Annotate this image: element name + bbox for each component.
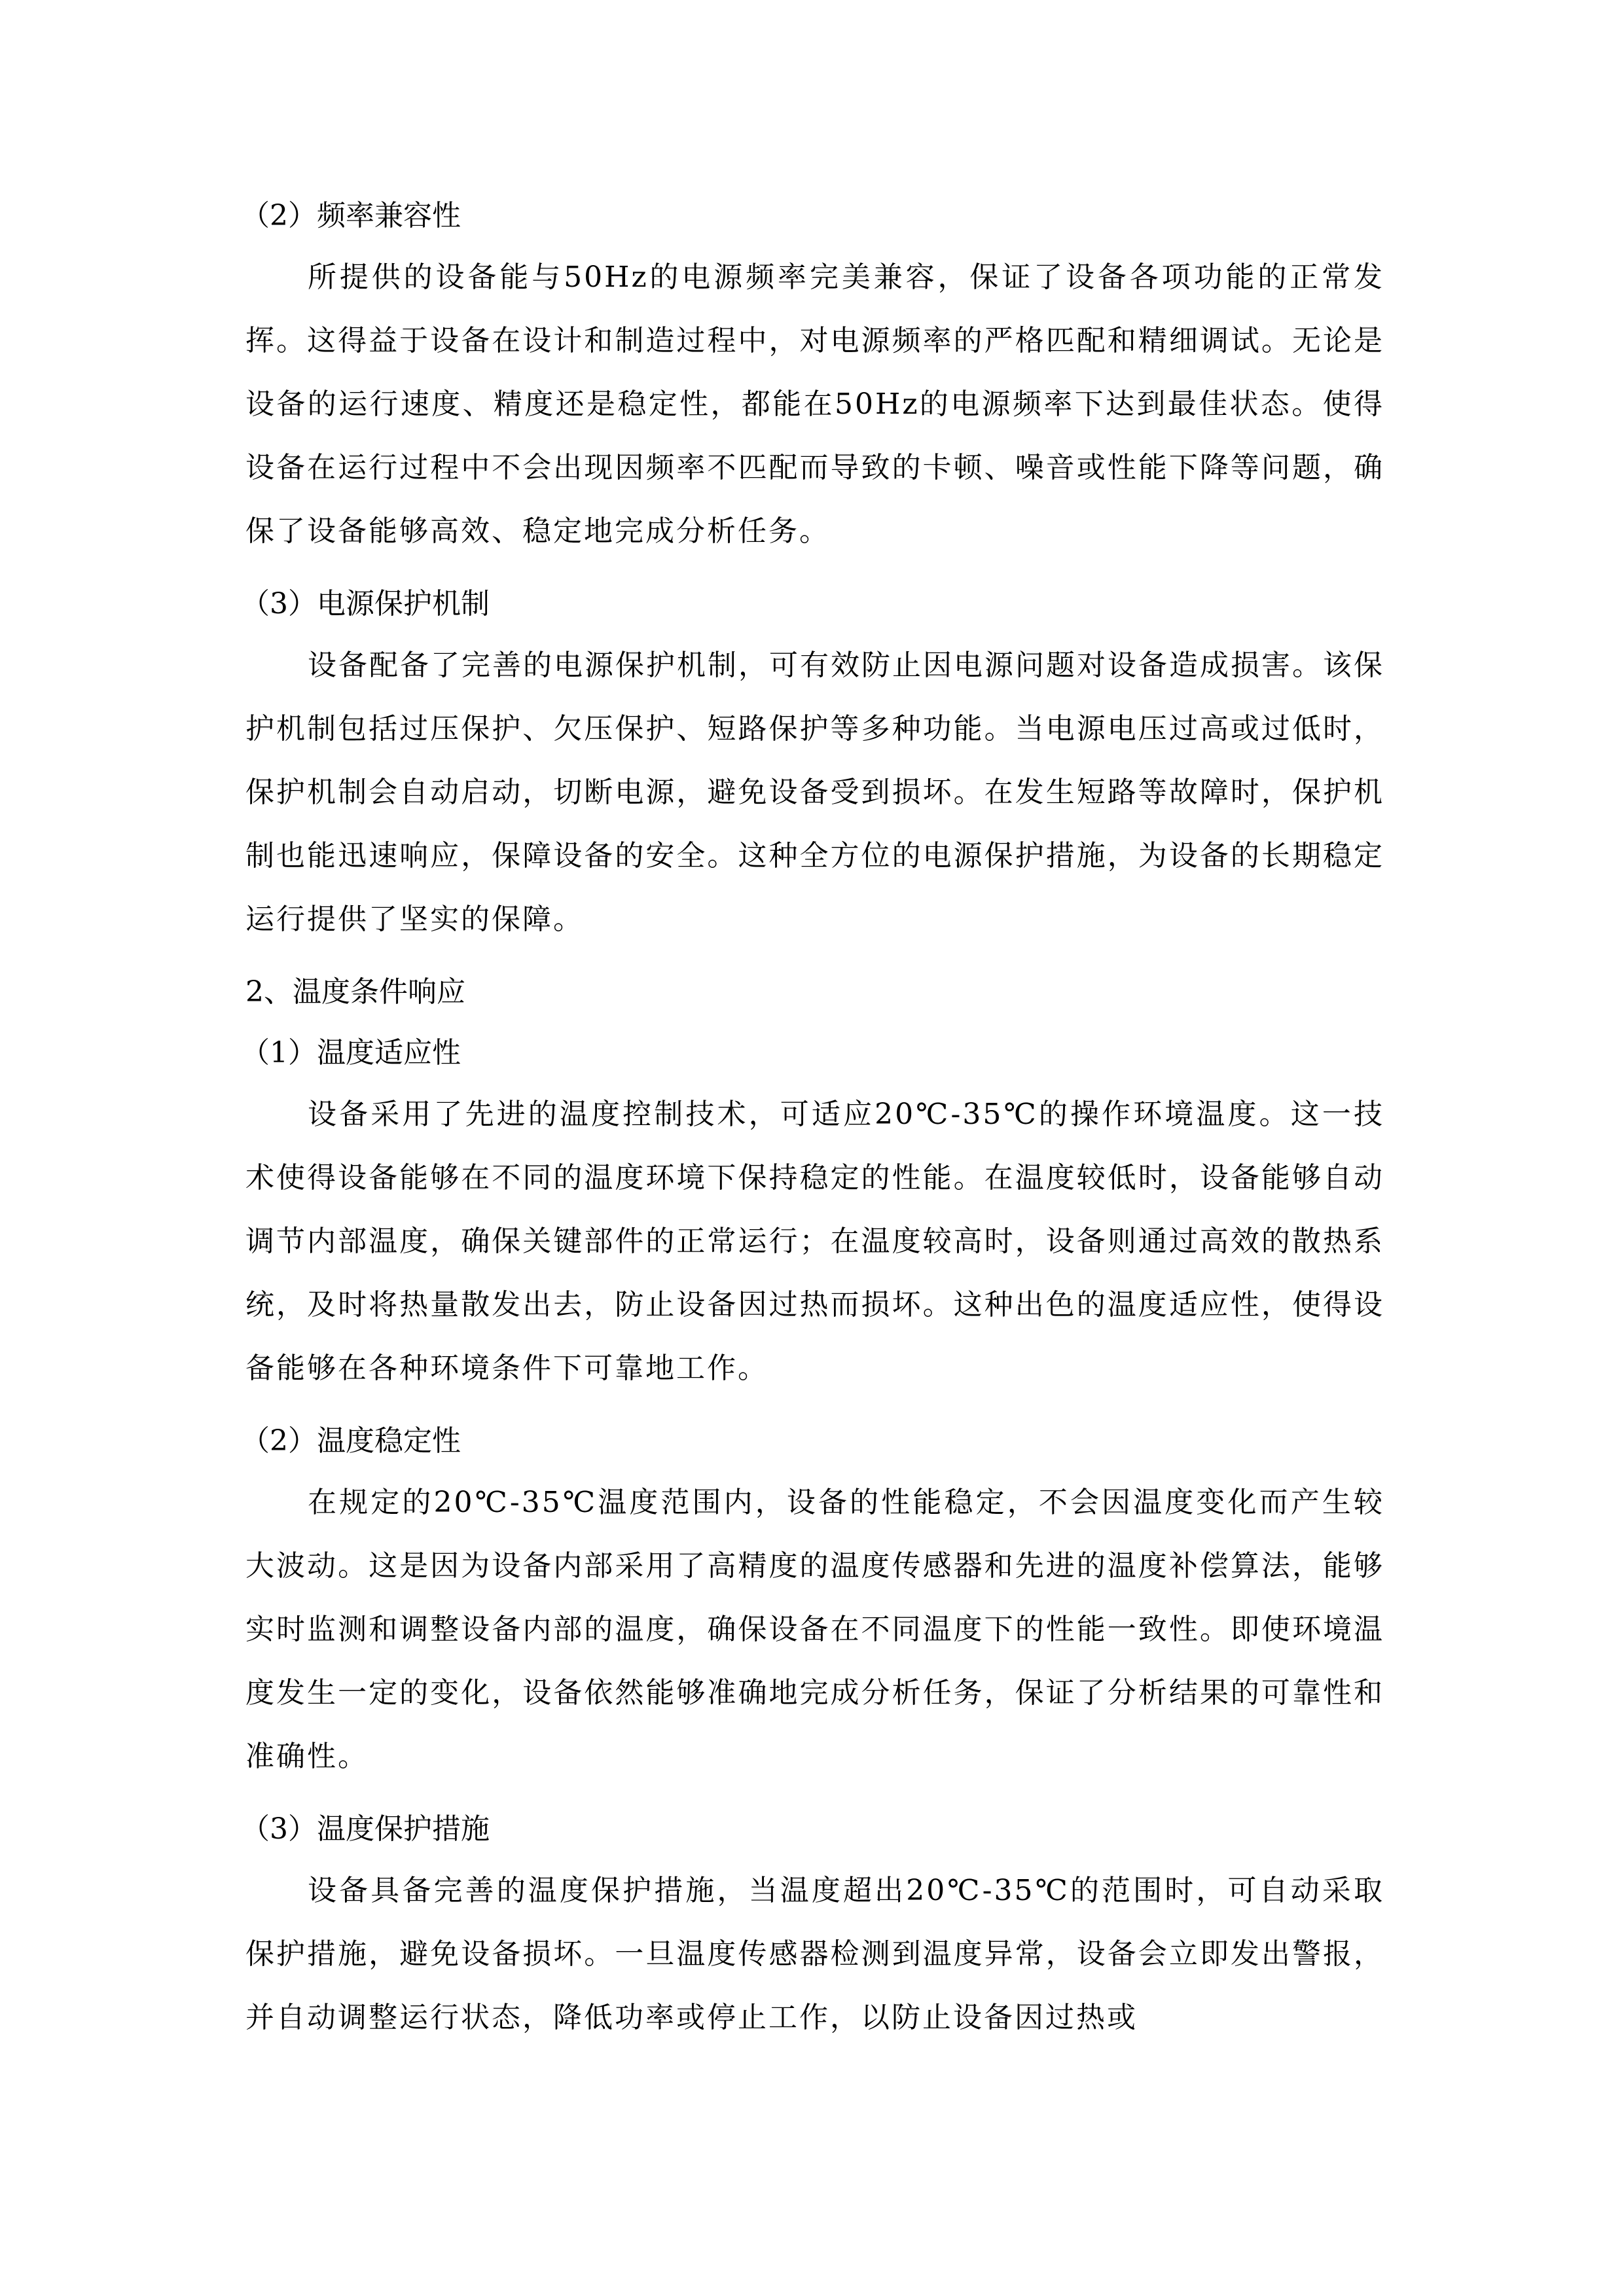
chapter-heading-temperature: 2、温度条件响应 — [245, 975, 465, 1009]
paragraph-temperature-stability: 在规定的20℃-35℃温度范围内，设备的性能稳定，不会因温度变化而产生较大波动。这是因为设备内部采用了高精度的温度传感器和先进的温度补偿算法，能够实时监测和调整设备内部的温度，确保设备在不同温度下的性能一致性。即使环境温度发生一定的变化，设备依然能够准确地完成分析任务，保证了分析结果的可靠性和准确性。 — [245, 1486, 1384, 1773]
section-heading-power-protection: （3）电源保护机制 — [241, 587, 490, 620]
paragraph-power-protection: 设备配备了完善的电源保护机制，可有效防止因电源问题对设备造成损害。该保护机制包括过压保护、欠压保护、短路保护等多种功能。当电源电压过高或过低时，保护机制会自动启动，切断电源，避免设备受到损坏。在发生短路等故障时，保护机制也能迅速响应，保障设备的安全。这种全方位的电源保护措施，为设备的长期稳定运行提供了坚实的保障。 — [245, 649, 1384, 936]
paragraph-frequency: 所提供的设备能与50Hz的电源频率完美兼容，保证了设备各项功能的正常发挥。这得益于设备在设计和制造过程中，对电源频率的严格匹配和精细调试。无论是设备的运行速度、精度还是稳定性，都能在50Hz的电源频率下达到最佳状态。使得设备在运行过程中不会出现因频率不匹配而导致的卡顿、噪音或性能下降等问题，确保了设备能够高效、稳定地完成分析任务。 — [245, 260, 1384, 548]
paragraph-temperature-adaptability: 设备采用了先进的温度控制技术，可适应20℃-35℃的操作环境温度。这一技术使得设备能够在不同的温度环境下保持稳定的性能。在温度较低时，设备能够自动调节内部温度，确保关键部件的正常运行；在温度较高时，设备则通过高效的散热系统，及时将热量散发出去，防止设备因过热而损坏。这种出色的温度适应性，使得设备能够在各种环境条件下可靠地工作。 — [245, 1098, 1384, 1385]
section-heading-frequency: （2）频率兼容性 — [241, 199, 461, 232]
section-heading-temperature-protection: （3）温度保护措施 — [241, 1812, 490, 1846]
paragraph-temperature-protection: 设备具备完善的温度保护措施，当温度超出20℃-35℃的范围时，可自动采取保护措施，避免设备损坏。一旦温度传感器检测到温度异常，设备会立即发出警报，并自动调整运行状态，降低功率或停止工作，以防止设备因过热或 — [245, 1874, 1384, 2034]
section-heading-temperature-adaptability: （1）温度适应性 — [241, 1036, 461, 1069]
section-heading-temperature-stability: （2）温度稳定性 — [241, 1424, 461, 1458]
